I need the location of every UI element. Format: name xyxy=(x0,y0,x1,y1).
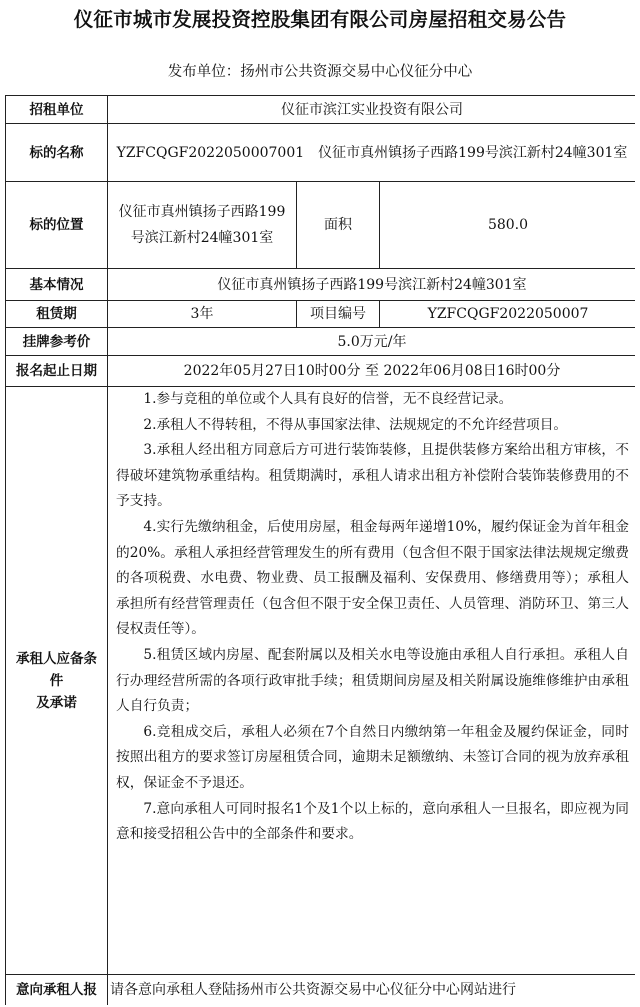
notice-table xyxy=(5,95,635,1005)
condition-item: 5.租赁区域内房屋、配套附属以及相关水电等设施由承租人自行承担。承租人自行办理经营所需的各项行政审批手续；租赁期间房屋及相关附属设施维修维护由承租人自行负责； xyxy=(116,646,629,715)
notice-title: 仪征市城市发展投资控股集团有限公司房屋招租交易公告 xyxy=(73,8,567,31)
lessor-value: 仪征市滨江实业投资有限公司 xyxy=(108,96,636,124)
target-name-value: YZFCQGF2022050007001 仪征市真州镇扬子西路199号滨江新村24幢301室 xyxy=(108,124,636,182)
registration-period-label: 报名起止日期 xyxy=(6,356,108,387)
conditions-label-line3: 及承诺 xyxy=(36,694,77,711)
reference-price-label: 挂牌参考价 xyxy=(6,328,108,356)
row-lease-term xyxy=(6,301,636,328)
conditions-label-line1: 承租人应备条 xyxy=(16,650,97,667)
row-registration-period xyxy=(6,356,636,387)
lease-term-value: 3年 xyxy=(108,301,297,328)
row-registration xyxy=(6,975,636,1005)
area-value: 580.0 xyxy=(380,182,636,269)
condition-item: 6.竞租成交后，承租人必须在7个自然日内缴纳第一年租金及履约保证金，同时按照出租方的要求签订房屋租赁合同，逾期未足额缴纳、未签订合同的视为放弃承租权，保证金不予退还。 xyxy=(116,723,629,791)
basic-info-value: 仪征市真州镇扬子西路199号滨江新村24幢301室 xyxy=(108,269,636,301)
publisher-line: 发布单位：扬州市公共资源交易中心仪征分中心 xyxy=(167,64,473,80)
target-name-label: 标的名称 xyxy=(6,124,108,182)
condition-item: 7.意向承租人可同时报名1个及1个以上标的，意向承租人一旦报名，即应视为同意和接受招租公告中的全部条件和要求。 xyxy=(116,800,629,843)
row-basic-info xyxy=(6,269,636,301)
condition-item: 2.承租人不得转租，不得从事国家法律、法规规定的不允许经营项目。 xyxy=(143,416,568,433)
project-no-label: 项目编号 xyxy=(297,301,380,328)
area-label: 面积 xyxy=(297,182,380,269)
lease-term-label: 租赁期 xyxy=(6,301,108,328)
notice-table-container xyxy=(5,95,635,1007)
registration-period-value: 2022年05月27日10时00分 至 2022年06月08日16时00分 xyxy=(108,356,636,387)
row-location xyxy=(6,182,636,269)
registration-label: 意向承租人报 xyxy=(6,975,108,1005)
location-value: 仪征市真州镇扬子西路199号滨江新村24幢301室 xyxy=(108,182,297,269)
condition-item: 4.实行先缴纳租金，后使用房屋，租金每两年递增10%，履约保证金为首年租金的20%。承租人承担经营管理发生的所有费用（包含但不限于国家法律法规规定缴费的各项税费、水电费、物业费、员工报酬及福利、安保费用、修缮费用等）；承租人承担所有经营管理责任（包含但不限于安全保卫责任、人员管理、消防环卫、第三人侵权责任等）。 xyxy=(116,518,629,638)
row-conditions xyxy=(6,387,636,975)
conditions-label-line2: 件 xyxy=(49,672,64,689)
lessor-label: 招租单位 xyxy=(6,96,108,124)
row-lessor xyxy=(6,96,636,124)
row-reference-price xyxy=(6,328,636,356)
registration-value: 请各意向承租人登陆扬州市公共资源交易中心仪征分中心网站进行 xyxy=(108,975,636,1005)
conditions-label xyxy=(6,387,108,975)
project-no-value: YZFCQGF2022050007 xyxy=(380,301,636,328)
condition-item: 1.参与竞租的单位或个人具有良好的信誉，无不良经营记录。 xyxy=(143,391,513,407)
basic-info-label: 基本情况 xyxy=(6,269,108,301)
condition-item: 3.承租人经出租方同意后方可进行装饰装修，且提供装修方案给出租方审核，不得破坏建筑物承重结构。租赁期满时，承租人请求出租方补偿附合装饰装修费用的不予支持。 xyxy=(116,442,629,510)
conditions-content xyxy=(108,387,636,975)
reference-price-value: 5.0万元/年 xyxy=(108,328,636,356)
location-label: 标的位置 xyxy=(6,182,108,269)
row-target-name xyxy=(6,124,636,182)
